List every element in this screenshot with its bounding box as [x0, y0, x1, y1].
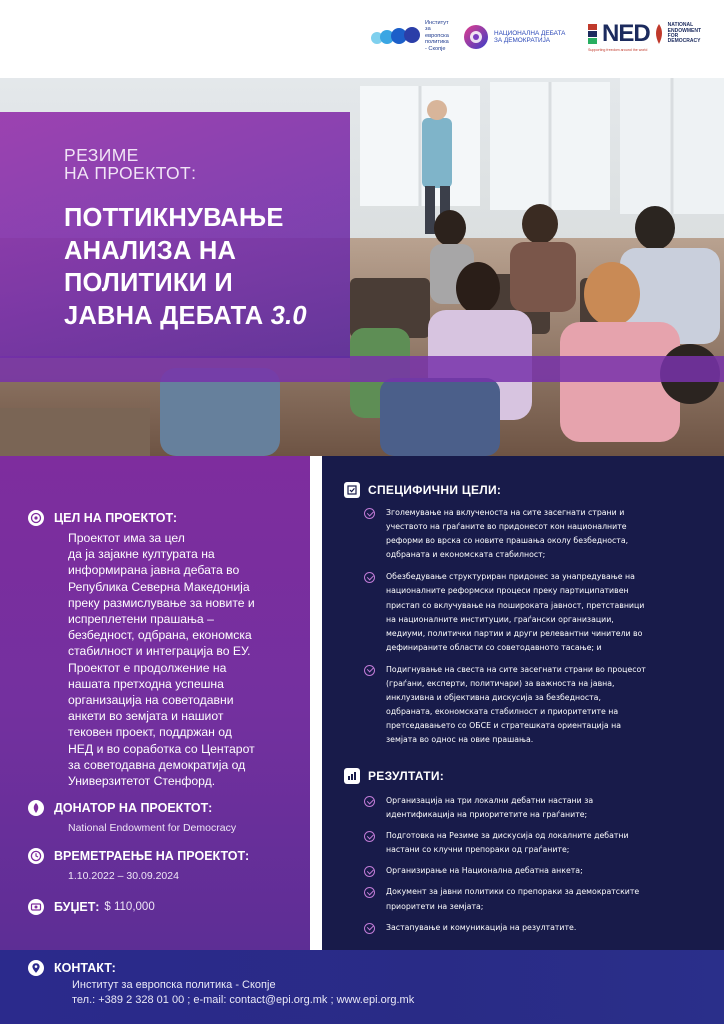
- goal-description: Проектот има за цел да ја зајакне културата на информирана јавна дебата во Република Северна Македонија преку размислување за новите и испреплетени прашања – безбедност, одбрана, економска стабилност и интеграција во ЕУ. Проектот е продолжение на нашата претходна успешна организација на советодавни анкети во земјата и нашиот тековен проект, поддржан од НЕД и во соработка со Центарот за советодавна демократија од Универзитетот Стенфорд.: [68, 531, 255, 789]
- bar-chart-icon: [344, 768, 360, 784]
- donor-value: National Endowment for Democracy: [68, 822, 237, 834]
- ned-logo-subtitle: Supporting freedom around the world: [588, 48, 648, 52]
- check-circle-icon: [364, 796, 375, 807]
- clock-icon: [28, 848, 44, 864]
- ned-logo: [588, 20, 720, 52]
- results-list: [364, 794, 714, 935]
- result-item: Застапување и комуникација на резултатите.: [364, 921, 714, 935]
- contact-heading: КОНТАКТ:: [28, 960, 116, 976]
- budget-value: $ 110,000: [104, 901, 155, 913]
- check-circle-icon: [364, 665, 375, 676]
- project-title: ПОТТИКНУВАЊЕ АНАЛИЗА НА ПОЛИТИКИ И ЈАВНА ДЕБАТА 3.0: [64, 204, 307, 330]
- result-item: Организација на три локални дебатни настани за идентификација на приоритетите на граѓаните;: [364, 794, 714, 822]
- donor-icon: [28, 800, 44, 816]
- national-debate-logo-icon: [463, 24, 489, 50]
- national-debate-logo: [463, 24, 565, 50]
- project-info-panel: [0, 456, 310, 950]
- check-circle-icon: [364, 508, 375, 519]
- check-circle-icon: [364, 572, 375, 583]
- check-circle-icon: [364, 831, 375, 842]
- check-circle-icon: [364, 923, 375, 934]
- target-icon: [28, 510, 44, 526]
- money-icon: [28, 899, 44, 915]
- contact-footer: [0, 950, 724, 1024]
- national-debate-logo-text: НАЦИОНАЛНА ДЕБАТА ЗА ДЕМОКРАТИЈА: [494, 29, 566, 44]
- check-circle-icon: [364, 887, 375, 898]
- epi-logo-icon: [370, 25, 420, 47]
- objective-item: Подигнување на свеста на сите засегнати страни во процесот (граѓани, експерти, политичари) за важноста на јавна, инклузивна и објективна дискусија за безбедноста, одбраната, економската стабилност и приоритетите на претседавањето со ОБСЕ и стратешката ориентација на земјата во однос на овие прашања.: [364, 663, 714, 748]
- goal-heading: ЦЕЛ НА ПРОЕКТОТ:: [28, 510, 177, 526]
- epi-logo: [370, 20, 449, 52]
- objectives-heading: СПЕЦИФИЧНИ ЦЕЛИ:: [344, 482, 501, 498]
- contact-details: [72, 978, 414, 1008]
- results-heading: РЕЗУЛТАТИ:: [344, 768, 444, 784]
- ned-mark: NED: [602, 20, 650, 47]
- ned-logo-text: NATIONAL ENDOWMENT FOR DEMOCRACY: [667, 22, 702, 45]
- summary-label: РЕЗИМЕ НА ПРОЕКТОТ:: [64, 145, 197, 183]
- duration-heading: ВРЕМЕТРАЕЊЕ НА ПРОЕКТОТ:: [28, 848, 249, 864]
- objective-item: Обезбедување структуриран придонес за унапредување на националните реформски процеси преку партиципативен пристап со вклучување на пошироката јавност, претставници на националните институции, граѓански организации, медиуми, политички партии и други релевантни чинители во дефинираните области со советодавното тасање; и: [364, 570, 714, 655]
- objectives-icon: [344, 482, 360, 498]
- result-item: Организирање на Национална дебатна анкета;: [364, 864, 714, 878]
- hero-title-panel: [0, 112, 350, 358]
- objective-item: Зголемување на вклученоста на сите засегнати страни и учеството на граѓаните во придонесот кон националните реформи во врска со новите прашања околу безбедноста, одбраната и економската стабилност;: [364, 506, 714, 562]
- result-item: Документ за јавни политики со препораки за демократските приоритети на земјата;: [364, 885, 714, 913]
- project-version: 3.0: [270, 301, 307, 330]
- check-circle-icon: [364, 866, 375, 877]
- ned-flame-icon: [654, 24, 664, 44]
- objectives-list: [364, 506, 714, 748]
- ned-flag-icon: [588, 23, 598, 45]
- objectives-panel: [322, 456, 724, 950]
- location-pin-icon: [28, 960, 44, 976]
- result-item: Подготовка на Резиме за дискусија од локалните дебатни настани со клучни препораки од граѓаните;: [364, 829, 714, 857]
- duration-value: 1.10.2022 – 30.09.2024: [68, 870, 179, 882]
- page-header: [0, 0, 724, 78]
- budget-heading: БУЏЕТ: $ 110,000: [28, 899, 155, 915]
- hero-bottom-band: [0, 356, 724, 382]
- contact-organization: Институт за европска политика - Скопје: [72, 979, 276, 991]
- epi-logo-text: Институт за европска политика - Скопје: [425, 20, 449, 52]
- contact-phone-email-web[interactable]: тел.: +389 2 328 01 00 ; e-mail: contact@epi.org.mk ; www.epi.org.mk: [72, 994, 415, 1006]
- donor-heading: ДОНАТОР НА ПРОЕКТОТ:: [28, 800, 212, 816]
